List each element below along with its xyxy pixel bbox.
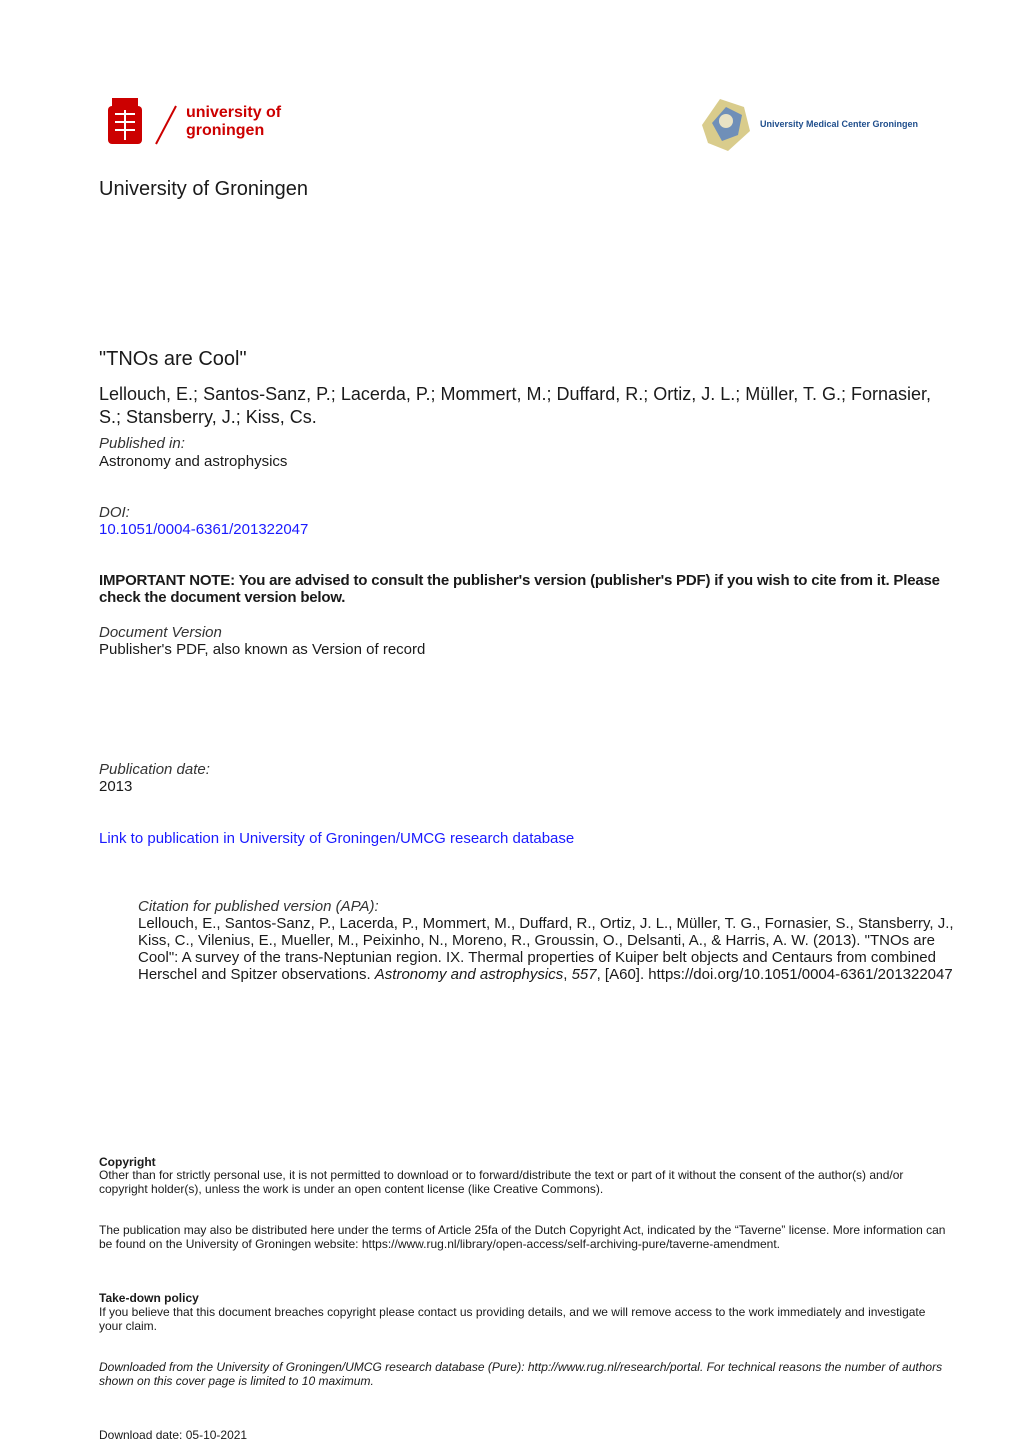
citation-sep: , [563, 966, 572, 983]
publication-date-label: Publication date: [99, 761, 210, 778]
umcg-logo-text: University Medical Center Groningen [760, 119, 919, 129]
publication-title: "TNOs are Cool" [99, 348, 247, 370]
important-note: IMPORTANT NOTE: You are advised to consult the publisher's version (publisher's PDF) if you wish to cite from it. Please check the document version below. [99, 572, 940, 606]
citation-block [138, 898, 958, 983]
published-in-label: Published in: [99, 435, 185, 452]
rug-crest-icon [100, 96, 180, 150]
umcg-logo [698, 95, 928, 155]
rug-logo-line2: groningen [186, 122, 265, 139]
copyright-text: Other than for strictly personal use, it is not permitted to download or to forward/distribute the text or part of it without the consent of the author(s) and/or copyright holder(s), unless the work is under an open content license (like Creative Commons). [99, 1168, 904, 1196]
doi-link[interactable]: 10.1051/0004-6361/201322047 [99, 521, 309, 538]
citation-volume: 557 [571, 966, 597, 983]
rug-logo-line1: university of [186, 104, 282, 121]
citation-journal: Astronomy and astrophysics [374, 966, 564, 983]
citation-text [138, 915, 958, 983]
doi-label: DOI: [99, 504, 130, 521]
institution-title: University of Groningen [99, 178, 308, 200]
citation-main: Lellouch, E., Santos-Sanz, P., Lacerda, P., Mommert, M., Duffard, R., Ortiz, J. L., Müller, T. G., Fornasier, S., Stansberry, J., Kiss, C., Vilenius, E., Mueller, M., Peixinho, N., Moreno, R., Groussin, O., Delsanti, A., & Harris, A. W. (2013). "TNOs are Cool": A survey of the trans-Neptunian region. IX. Thermal properties of Kuiper belt objects and Centaurs from combined Herschel and Spitzer observations. [138, 915, 954, 983]
copyright-heading: Copyright [99, 1155, 156, 1169]
takedown-heading: Take-down policy [99, 1291, 199, 1305]
takedown-text: If you believe that this document breaches copyright please contact us providing details, and we will remove access to the work immediately and investigate your claim. [99, 1305, 926, 1333]
journal-name: Astronomy and astrophysics [99, 453, 288, 470]
download-date: Download date: 05-10-2021 [99, 1428, 248, 1442]
research-database-link[interactable]: Link to publication in University of Groningen/UMCG research database [99, 830, 575, 847]
citation-tail: , [A60]. https://doi.org/10.1051/0004-6361/201322047 [596, 966, 953, 983]
authors-list: Lellouch, E.; Santos-Sanz, P.; Lacerda, P.; Mommert, M.; Duffard, R.; Ortiz, J. L.; Müller, T. G.; Fornasier, S.; Stansberry, J.; Kiss, Cs. [99, 384, 931, 427]
university-of-groningen-logo [100, 96, 300, 150]
umcg-emblem-icon [698, 95, 754, 155]
document-version-label: Document Version [99, 624, 222, 641]
taverne-text: The publication may also be distributed here under the terms of Article 25fa of the Dutch Copyright Act, indicated by the “Taverne” license. More information can be found on the University of Groningen website: https://www.rug.nl/library/open-access/self-archiving-pure/taverne-amendment. [99, 1223, 946, 1251]
document-version: Publisher's PDF, also known as Version of record [99, 641, 426, 658]
citation-label: Citation for published version (APA): [138, 898, 379, 915]
publication-date: 2013 [99, 778, 133, 795]
downloaded-from: Downloaded from the University of Groningen/UMCG research database (Pure): http://www.rug.nl/research/portal. For technical reasons the number of authors shown on this cover page is limited to 10 maximum. [99, 1360, 943, 1388]
